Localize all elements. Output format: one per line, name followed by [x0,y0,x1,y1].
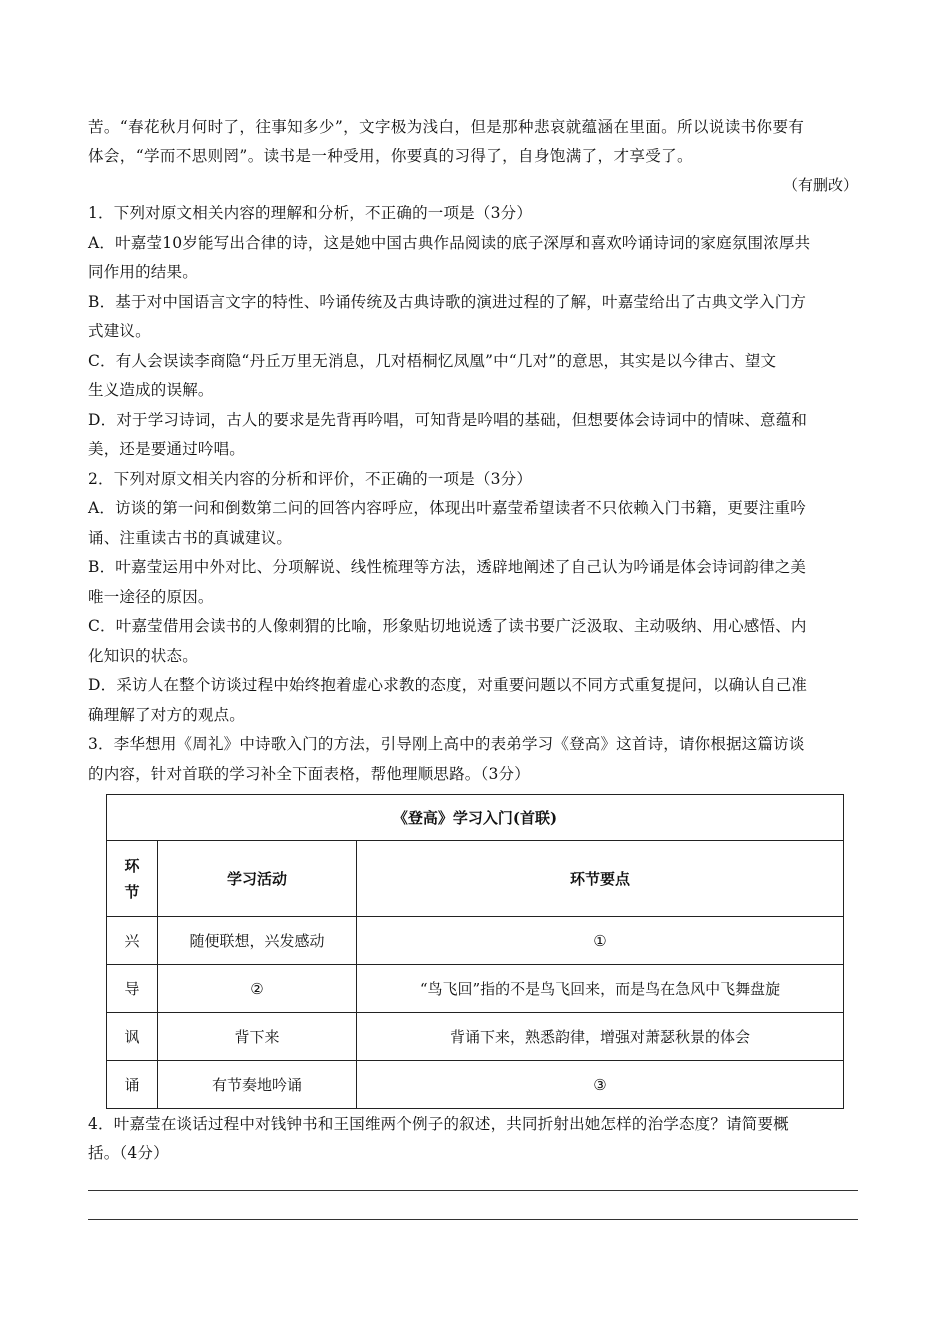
q2-option-d: D．采访人在整个访谈过程中始终抱着虚心求教的态度，对重要问题以不同方式重复提问，以确认自己准 [88,676,808,694]
header-stage-text: 环节 [124,856,140,901]
q1-option-c: C．有人会误读李商隐“丹丘万里无消息，几对梧桐忆凤凰”中“几对”的意思，其实是以今律古、望文 [88,352,777,370]
q4-stem: 4．叶嘉莹在谈话过程中对钱钟书和王国维两个例子的叙述，共同折射出她怎样的治学态度？请简要概 [88,1115,789,1133]
table-row [107,1013,844,1061]
q1-option-a-cont: 同作用的结果。 [88,263,198,281]
study-table [106,794,844,1109]
passage-line-1: 苦。“春花秋月何时了，往事知多少”，文字极为浅白，但是那种悲哀就蕴涵在里面。所以说读书你要有 [88,118,805,136]
table-title: 《登高》学习入门(首联) [107,795,844,841]
q2-stem: 2．下列对原文相关内容的分析和评价，不正确的一项是（3分） [88,470,533,488]
header-point: 环节要点 [357,841,844,917]
q2-option-c-cont: 化知识的状态。 [88,647,198,665]
q3-stem: 3．李华想用《周礼》中诗歌入门的方法，引导刚上高中的表弟学习《登高》这首诗，请你根据这篇访谈 [88,735,805,753]
q2-option-c: C．叶嘉莹借用会读书的人像刺猬的比喻，形象贴切地说透了读书要广泛汲取、主动吸纳、用心感悟、内 [88,617,807,635]
header-activity: 学习活动 [158,841,357,917]
q1-option-d: D．对于学习诗词，古人的要求是先背再吟唱，可知背是吟唱的基础，但想要体会诗词中的情味、意蕴和 [88,411,808,429]
q1-option-d-cont: 美，还是要通过吟唱。 [88,440,246,458]
q1-option-a: A．叶嘉莹10岁能写出合律的诗，这是她中国古典作品阅读的底子深厚和喜欢吟诵诗词的家庭氛围浓厚共 [88,234,811,252]
q1-option-b: B．基于对中国语言文字的特性、吟诵传统及古典诗歌的演进过程的了解，叶嘉莹给出了古典文学入门方 [88,293,807,311]
stage-cell: 诵 [107,1061,158,1109]
q1-option-b-cont: 式建议。 [88,322,151,340]
stage-cell: 导 [107,965,158,1013]
activity-cell[interactable]: ② [158,965,357,1013]
activity-cell: 有节奏地吟诵 [158,1061,357,1109]
activity-cell: 背下来 [158,1013,357,1061]
q2-option-b-cont: 唯一途径的原因。 [88,588,214,606]
q2-option-d-cont: 确理解了对方的观点。 [88,706,246,724]
q1-stem: 1．下列对原文相关内容的理解和分析，不正确的一项是（3分） [88,204,533,222]
q4-stem-cont: 括。（4分） [88,1144,169,1162]
q2-option-a-cont: 诵、注重读古书的真诚建议。 [88,529,293,547]
q2-option-a: A．访谈的第一问和倒数第二问的回答内容呼应，体现出叶嘉莹希望读者不只依赖入门书籍，更要注重吟 [88,499,806,517]
table-row [107,965,844,1013]
header-stage [107,841,158,917]
answer-line[interactable] [88,1219,858,1220]
point-cell: “鸟飞回”指的不是鸟飞回来，而是鸟在急风中飞舞盘旋 [357,965,844,1013]
passage-line-2: 体会，“学而不思则罔”。读书是一种受用，你要真的习得了，自身饱满了，才享受了。 [88,147,693,165]
stage-cell: 讽 [107,1013,158,1061]
table-row [107,1061,844,1109]
q2-option-b: B．叶嘉莹运用中外对比、分项解说、线性梳理等方法，透辟地阐述了自己认为吟诵是体会诗词韵律之美 [88,558,807,576]
stage-cell: 兴 [107,917,158,965]
q1-option-c-cont: 生义造成的误解。 [88,381,214,399]
point-cell: 背诵下来，熟悉韵律，增强对萧瑟秋景的体会 [357,1013,844,1061]
q3-stem-cont: 的内容，针对首联的学习补全下面表格，帮他理顺思路。（3分） [88,765,530,783]
point-cell[interactable]: ① [357,917,844,965]
point-cell[interactable]: ③ [357,1061,844,1109]
table-row [107,917,844,965]
answer-line[interactable] [88,1190,858,1191]
activity-cell: 随便联想，兴发感动 [158,917,357,965]
passage-source-note: （有删改） [782,176,858,194]
